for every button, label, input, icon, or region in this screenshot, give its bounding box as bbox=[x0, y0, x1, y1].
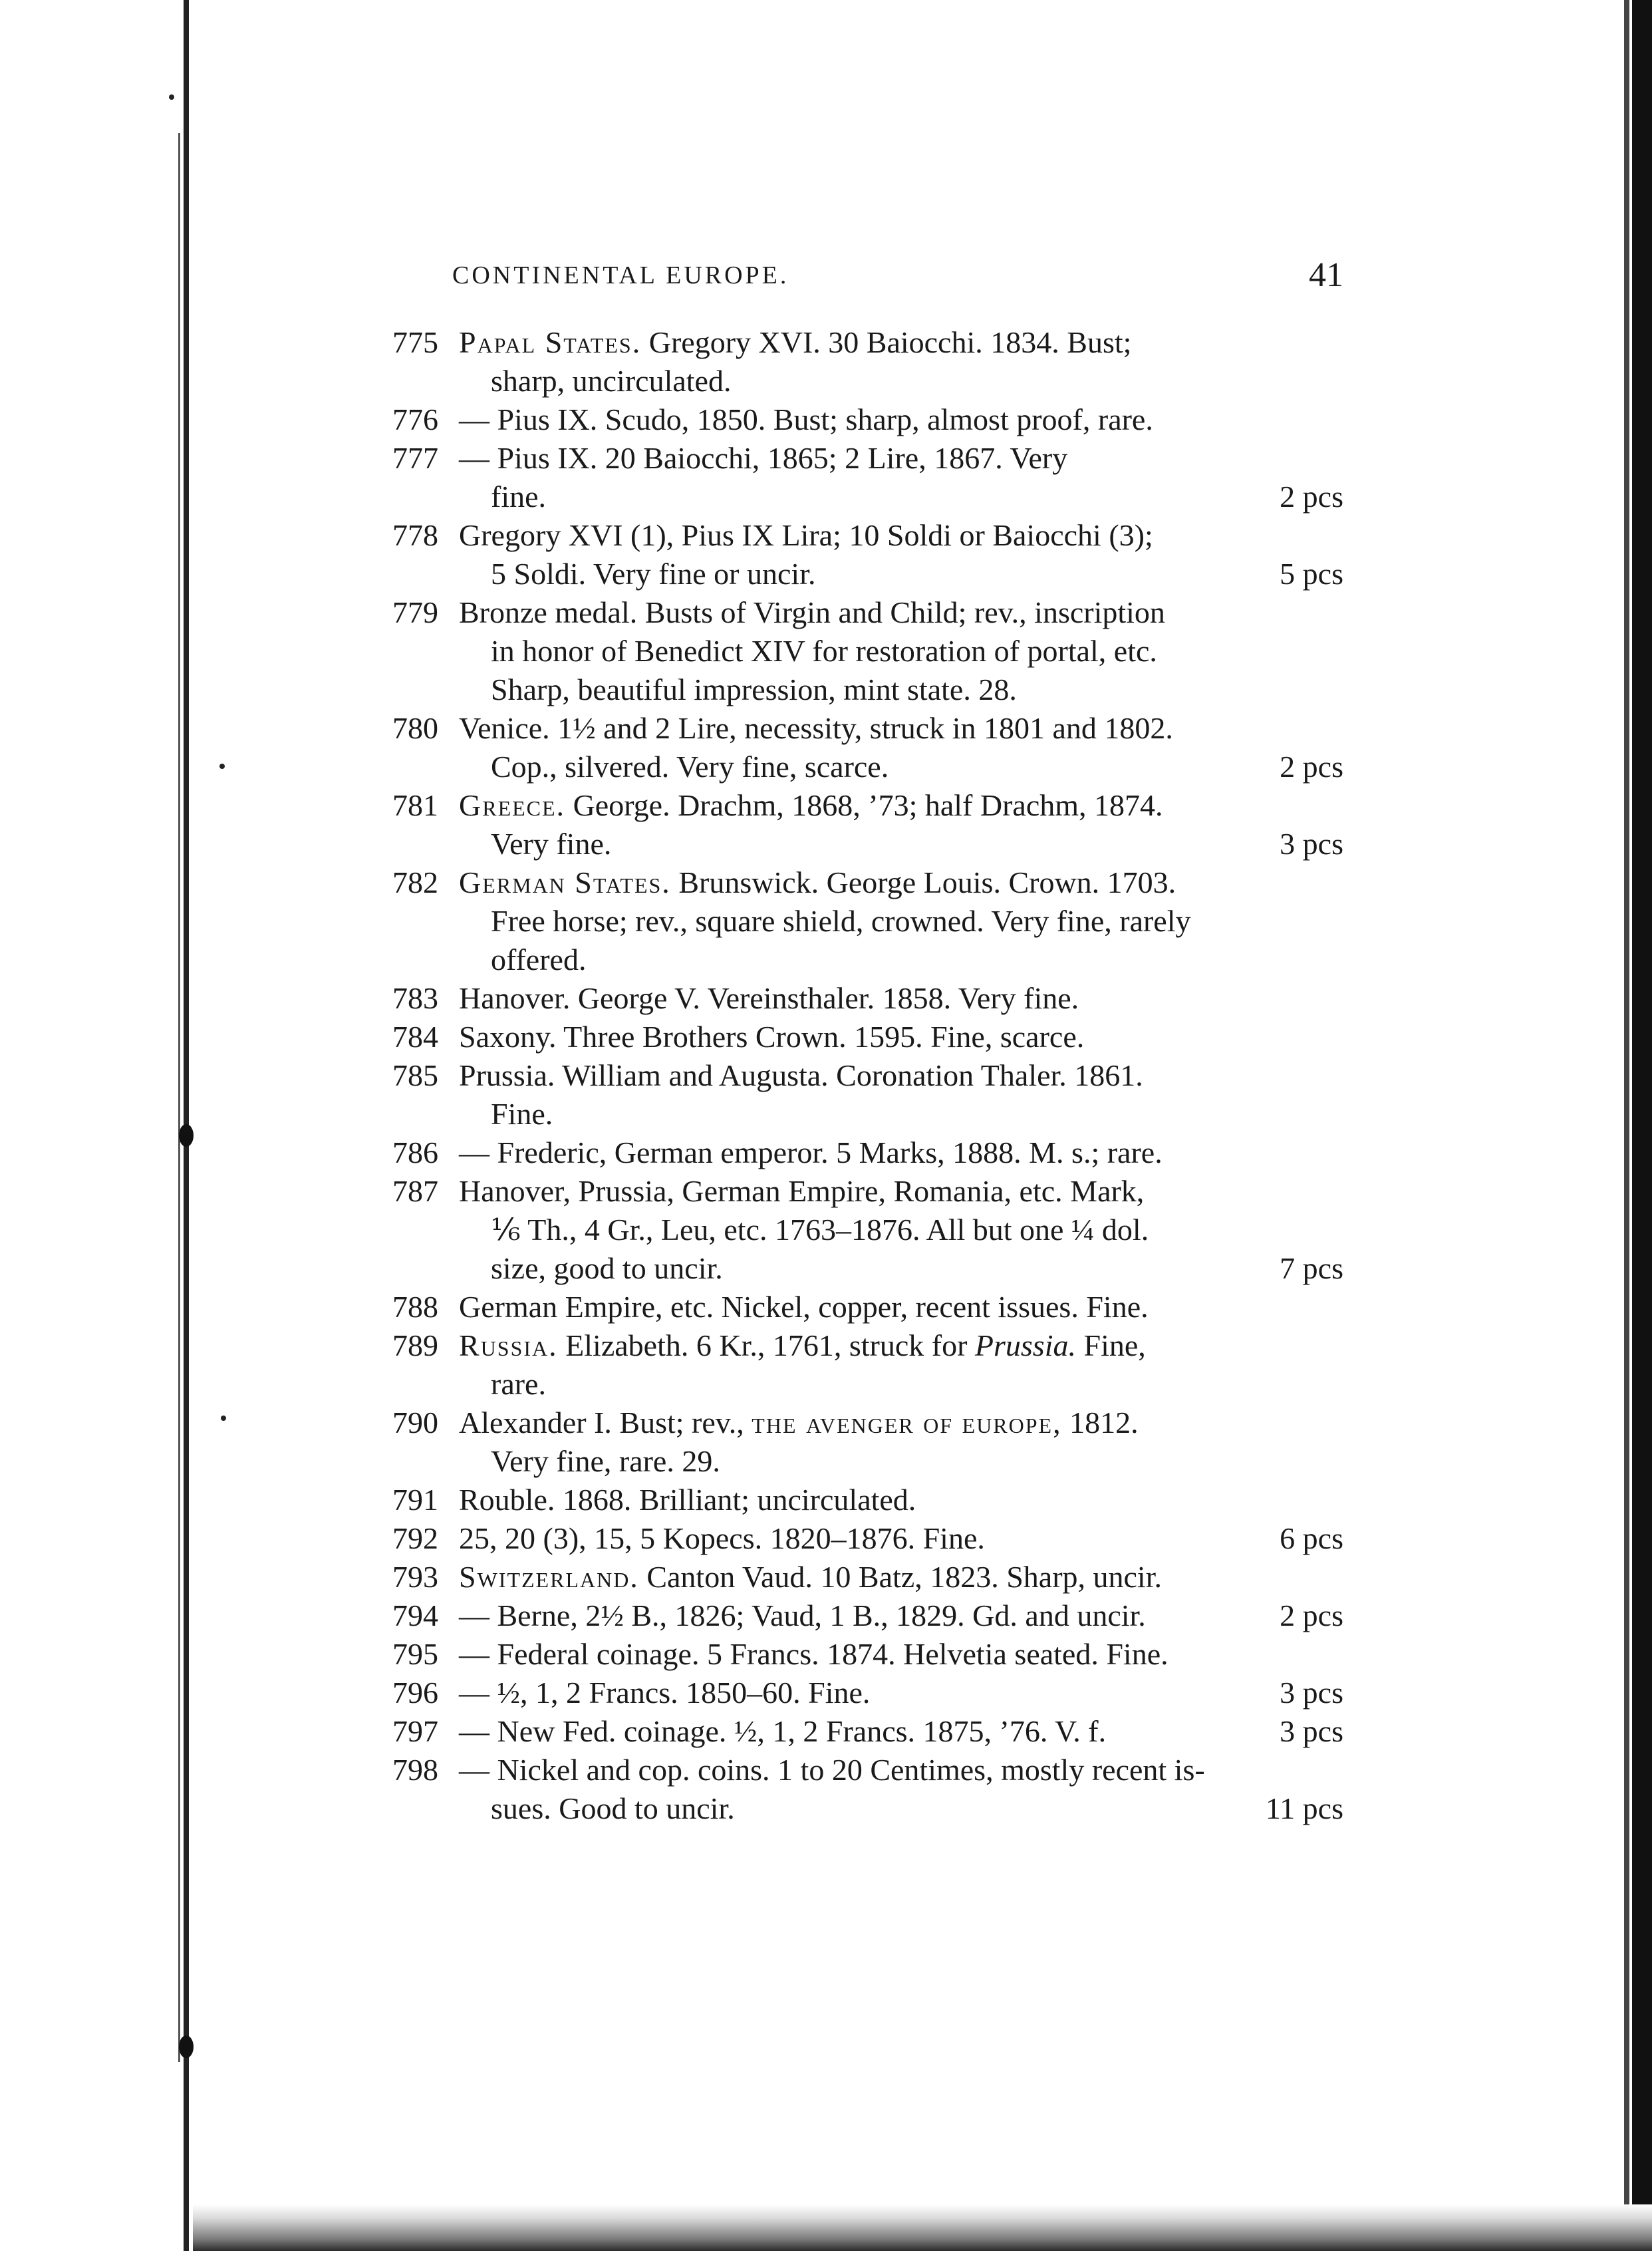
catalogue-entry bbox=[392, 439, 1343, 516]
entry-line bbox=[459, 1018, 1343, 1056]
entry-line bbox=[459, 902, 1343, 941]
entry-line bbox=[459, 1288, 1343, 1326]
entry-description bbox=[459, 1056, 1343, 1133]
catalogue-entry bbox=[392, 400, 1343, 439]
entry-line bbox=[459, 1712, 1343, 1751]
binding-thread bbox=[178, 133, 180, 2062]
entry-description bbox=[459, 1018, 1343, 1056]
catalogue-entry bbox=[392, 1596, 1343, 1635]
line-text: 5 Soldi. Very fine or uncir. bbox=[491, 557, 816, 591]
catalogue-entry bbox=[392, 1558, 1343, 1596]
line-text: Bronze medal. Busts of Virgin and Child; rev., inscription bbox=[459, 595, 1165, 629]
entry-description bbox=[459, 786, 1343, 863]
line-text: Free horse; rev., square shield, crowned. Very fine, rarely bbox=[491, 904, 1191, 938]
entry-line bbox=[459, 1789, 1343, 1828]
catalogue-entry bbox=[392, 1133, 1343, 1172]
lot-number: 783 bbox=[392, 981, 438, 1015]
entry-description bbox=[459, 400, 1343, 439]
line-text: rare. bbox=[491, 1367, 546, 1401]
entry-line bbox=[459, 1095, 1343, 1133]
entry-description bbox=[459, 1288, 1343, 1326]
line-text: Elizabeth. 6 Kr., 1761, struck for bbox=[557, 1328, 975, 1362]
catalogue-entry bbox=[392, 863, 1343, 979]
entry-description bbox=[459, 593, 1343, 709]
entry-description bbox=[459, 1674, 1343, 1712]
lot-number: 781 bbox=[392, 788, 438, 822]
line-text: offered. bbox=[491, 943, 587, 976]
entry-line bbox=[459, 632, 1343, 671]
page-edge-bottom bbox=[193, 2204, 1652, 2251]
line-text-tail: Fine, bbox=[1076, 1328, 1146, 1362]
section-heading: German States. bbox=[459, 865, 671, 899]
page-edge-right-inner bbox=[1624, 0, 1629, 2251]
piece-count: 2 pcs bbox=[1280, 480, 1343, 514]
entry-description bbox=[459, 1172, 1343, 1288]
entry-line bbox=[459, 709, 1343, 748]
lot-number: 776 bbox=[392, 402, 438, 436]
entry-line bbox=[459, 671, 1343, 709]
entry-description bbox=[459, 1712, 1343, 1751]
lot-number: 798 bbox=[392, 1753, 438, 1787]
catalogue-entry bbox=[392, 516, 1343, 593]
line-text: Fine. bbox=[491, 1097, 553, 1131]
entry-line bbox=[459, 1172, 1343, 1211]
line-text: — ½, 1, 2 Francs. 1850–60. Fine. bbox=[459, 1676, 871, 1710]
entry-line bbox=[459, 555, 1343, 593]
catalogue-entry bbox=[392, 1674, 1343, 1712]
running-head bbox=[452, 256, 1343, 294]
lot-number: 782 bbox=[392, 865, 438, 899]
lot-number: 775 bbox=[392, 325, 438, 359]
entry-line bbox=[459, 323, 1343, 362]
entry-description bbox=[459, 1596, 1343, 1635]
piece-count: 11 pcs bbox=[1265, 1791, 1343, 1825]
entry-line bbox=[459, 1365, 1343, 1404]
entry-line bbox=[459, 979, 1343, 1018]
entry-line bbox=[459, 1481, 1343, 1519]
entry-line bbox=[459, 1133, 1343, 1172]
catalogue-entry bbox=[392, 1172, 1343, 1288]
line-text: Sharp, beautiful impression, mint state. 28. bbox=[491, 673, 1017, 706]
entry-description bbox=[459, 979, 1343, 1018]
entry-line bbox=[459, 1442, 1343, 1481]
line-text: Brunswick. George Louis. Crown. 1703. bbox=[670, 865, 1176, 899]
running-title: CONTINENTAL EUROPE. bbox=[452, 261, 789, 289]
entry-description bbox=[459, 1635, 1343, 1674]
catalogue-entry bbox=[392, 709, 1343, 786]
line-text: size, good to uncir. bbox=[491, 1251, 723, 1285]
line-text: 25, 20 (3), 15, 5 Kopecs. 1820–1876. Fine. bbox=[459, 1521, 985, 1555]
entry-description bbox=[459, 1326, 1343, 1404]
entry-line bbox=[459, 825, 1343, 863]
entry-description bbox=[459, 1404, 1343, 1481]
lot-number: 794 bbox=[392, 1598, 438, 1632]
entry-line bbox=[459, 786, 1343, 825]
entry-line bbox=[459, 1404, 1343, 1442]
piece-count: 3 pcs bbox=[1280, 1714, 1343, 1748]
entry-description bbox=[459, 709, 1343, 786]
line-text: Very fine. bbox=[491, 827, 612, 861]
line-text: sues. Good to uncir. bbox=[491, 1791, 735, 1825]
line-text: Very fine, rare. 29. bbox=[491, 1444, 720, 1478]
catalogue-entry bbox=[392, 1288, 1343, 1326]
entry-line bbox=[459, 1249, 1343, 1288]
entry-line bbox=[459, 439, 1343, 478]
entry-description bbox=[459, 439, 1343, 516]
inscription: the avenger of europe, bbox=[752, 1406, 1062, 1439]
catalogue-entry bbox=[392, 1018, 1343, 1056]
entry-description bbox=[459, 863, 1343, 979]
lot-number: 797 bbox=[392, 1714, 438, 1748]
line-text: sharp, uncirculated. bbox=[491, 364, 732, 398]
entry-description bbox=[459, 1481, 1343, 1519]
entry-line bbox=[459, 863, 1343, 902]
lot-number: 788 bbox=[392, 1290, 438, 1324]
page-edge-right bbox=[1632, 0, 1652, 2251]
catalogue-entry bbox=[392, 1056, 1343, 1133]
entry-line bbox=[459, 1674, 1343, 1712]
ink-speck bbox=[219, 764, 225, 769]
italic-text: Prussia. bbox=[974, 1328, 1076, 1362]
line-text: Alexander I. Bust; rev., bbox=[459, 1406, 752, 1439]
lot-number: 796 bbox=[392, 1676, 438, 1710]
entry-line bbox=[459, 1635, 1343, 1674]
piece-count: 7 pcs bbox=[1280, 1251, 1343, 1285]
lot-number: 787 bbox=[392, 1174, 438, 1208]
lot-number: 784 bbox=[392, 1020, 438, 1054]
lot-number: 793 bbox=[392, 1560, 438, 1594]
line-text: — Frederic, German emperor. 5 Marks, 1888. M. s.; rare. bbox=[459, 1135, 1163, 1169]
entry-description bbox=[459, 323, 1343, 400]
line-text: Hanover, Prussia, German Empire, Romania, etc. Mark, bbox=[459, 1174, 1145, 1208]
line-text: Gregory XVI (1), Pius IX Lira; 10 Soldi or Baiocchi (3); bbox=[459, 518, 1153, 552]
piece-count: 3 pcs bbox=[1280, 827, 1343, 861]
catalogue-entries bbox=[392, 323, 1343, 1828]
entry-line bbox=[459, 593, 1343, 632]
section-heading: Switzerland. bbox=[459, 1560, 639, 1594]
line-text: — Pius IX. 20 Baiocchi, 1865; 2 Lire, 1867. Very bbox=[459, 441, 1068, 475]
piece-count: 6 pcs bbox=[1280, 1521, 1343, 1555]
line-text: Gregory XVI. 30 Baiocchi. 1834. Bust; bbox=[641, 325, 1132, 359]
lot-number: 792 bbox=[392, 1521, 438, 1555]
entry-description bbox=[459, 1751, 1343, 1828]
ink-speck bbox=[169, 94, 174, 100]
line-text: — Federal coinage. 5 Francs. 1874. Helvetia seated. Fine. bbox=[459, 1637, 1169, 1671]
entry-description bbox=[459, 1133, 1343, 1172]
entry-line bbox=[459, 516, 1343, 555]
piece-count: 2 pcs bbox=[1280, 1598, 1343, 1632]
line-text: fine. bbox=[491, 480, 547, 514]
entry-line bbox=[459, 1751, 1343, 1789]
catalogue-entry bbox=[392, 786, 1343, 863]
line-text: Prussia. William and Augusta. Coronation Thaler. 1861. bbox=[459, 1058, 1143, 1092]
lot-number: 789 bbox=[392, 1328, 438, 1362]
line-text: — Berne, 2½ B., 1826; Vaud, 1 B., 1829. Gd. and uncir. bbox=[459, 1598, 1146, 1632]
entry-line bbox=[459, 478, 1343, 516]
entry-description bbox=[459, 516, 1343, 593]
catalogue-entry bbox=[392, 1519, 1343, 1558]
line-text: ⅙ Th., 4 Gr., Leu, etc. 1763–1876. All but one ¼ dol. bbox=[491, 1213, 1149, 1247]
entry-description bbox=[459, 1558, 1343, 1596]
lot-number: 780 bbox=[392, 711, 438, 745]
line-text: Rouble. 1868. Brilliant; uncirculated. bbox=[459, 1483, 916, 1517]
line-text: — New Fed. coinage. ½, 1, 2 Francs. 1875, ’76. V. f. bbox=[459, 1714, 1107, 1748]
entry-line bbox=[459, 1519, 1343, 1558]
page-number: 41 bbox=[1309, 256, 1343, 294]
ink-speck bbox=[221, 1416, 226, 1421]
line-text: in honor of Benedict XIV for restoration of portal, etc. bbox=[491, 634, 1157, 668]
piece-count: 5 pcs bbox=[1280, 557, 1343, 591]
line-text: Canton Vaud. 10 Batz, 1823. Sharp, uncir. bbox=[638, 1560, 1162, 1594]
section-heading: Russia. bbox=[459, 1328, 558, 1362]
lot-number: 791 bbox=[392, 1483, 438, 1517]
line-text: — Nickel and cop. coins. 1 to 20 Centimes, mostly recent is- bbox=[459, 1753, 1205, 1787]
catalogue-entry bbox=[392, 1404, 1343, 1481]
entry-line bbox=[459, 941, 1343, 979]
lot-number: 777 bbox=[392, 441, 438, 475]
piece-count: 3 pcs bbox=[1280, 1676, 1343, 1710]
catalogue-entry bbox=[392, 1635, 1343, 1674]
line-text: Hanover. George V. Vereinsthaler. 1858. Very fine. bbox=[459, 981, 1079, 1015]
binding-knot bbox=[179, 2035, 194, 2058]
piece-count: 2 pcs bbox=[1280, 750, 1343, 784]
catalogue-entry bbox=[392, 1326, 1343, 1404]
lot-number: 786 bbox=[392, 1135, 438, 1169]
entry-line bbox=[459, 1056, 1343, 1095]
entry-line bbox=[459, 1596, 1343, 1635]
entry-line bbox=[459, 1326, 1343, 1365]
lot-number: 790 bbox=[392, 1406, 438, 1439]
line-text: George. Drachm, 1868, ’73; half Drachm, 1874. bbox=[565, 788, 1163, 822]
section-heading: Greece. bbox=[459, 788, 566, 822]
line-text: German Empire, etc. Nickel, copper, recent issues. Fine. bbox=[459, 1290, 1149, 1324]
catalogue-entry bbox=[392, 323, 1343, 400]
entry-description bbox=[459, 1519, 1343, 1558]
catalogue-entry bbox=[392, 1751, 1343, 1828]
catalogue-entry bbox=[392, 1712, 1343, 1751]
catalogue-entry bbox=[392, 979, 1343, 1018]
entry-line bbox=[459, 1211, 1343, 1249]
catalogue-entry bbox=[392, 1481, 1343, 1519]
entry-line bbox=[459, 362, 1343, 400]
line-text: Saxony. Three Brothers Crown. 1595. Fine, scarce. bbox=[459, 1020, 1085, 1054]
entry-line bbox=[459, 748, 1343, 786]
lot-number: 795 bbox=[392, 1637, 438, 1671]
catalogue-entry bbox=[392, 593, 1343, 709]
lot-number: 779 bbox=[392, 595, 438, 629]
entry-line bbox=[459, 400, 1343, 439]
line-text: Venice. 1½ and 2 Lire, necessity, struck in 1801 and 1802. bbox=[459, 711, 1173, 745]
lot-number: 778 bbox=[392, 518, 438, 552]
line-text: — Pius IX. Scudo, 1850. Bust; sharp, almost proof, rare. bbox=[459, 402, 1153, 436]
lot-number: 785 bbox=[392, 1058, 438, 1092]
line-text-tail: 1812. bbox=[1061, 1406, 1139, 1439]
line-text: Cop., silvered. Very fine, scarce. bbox=[491, 750, 889, 784]
binding-knot bbox=[179, 1124, 194, 1147]
entry-line bbox=[459, 1558, 1343, 1596]
section-heading: Papal States. bbox=[459, 325, 642, 359]
